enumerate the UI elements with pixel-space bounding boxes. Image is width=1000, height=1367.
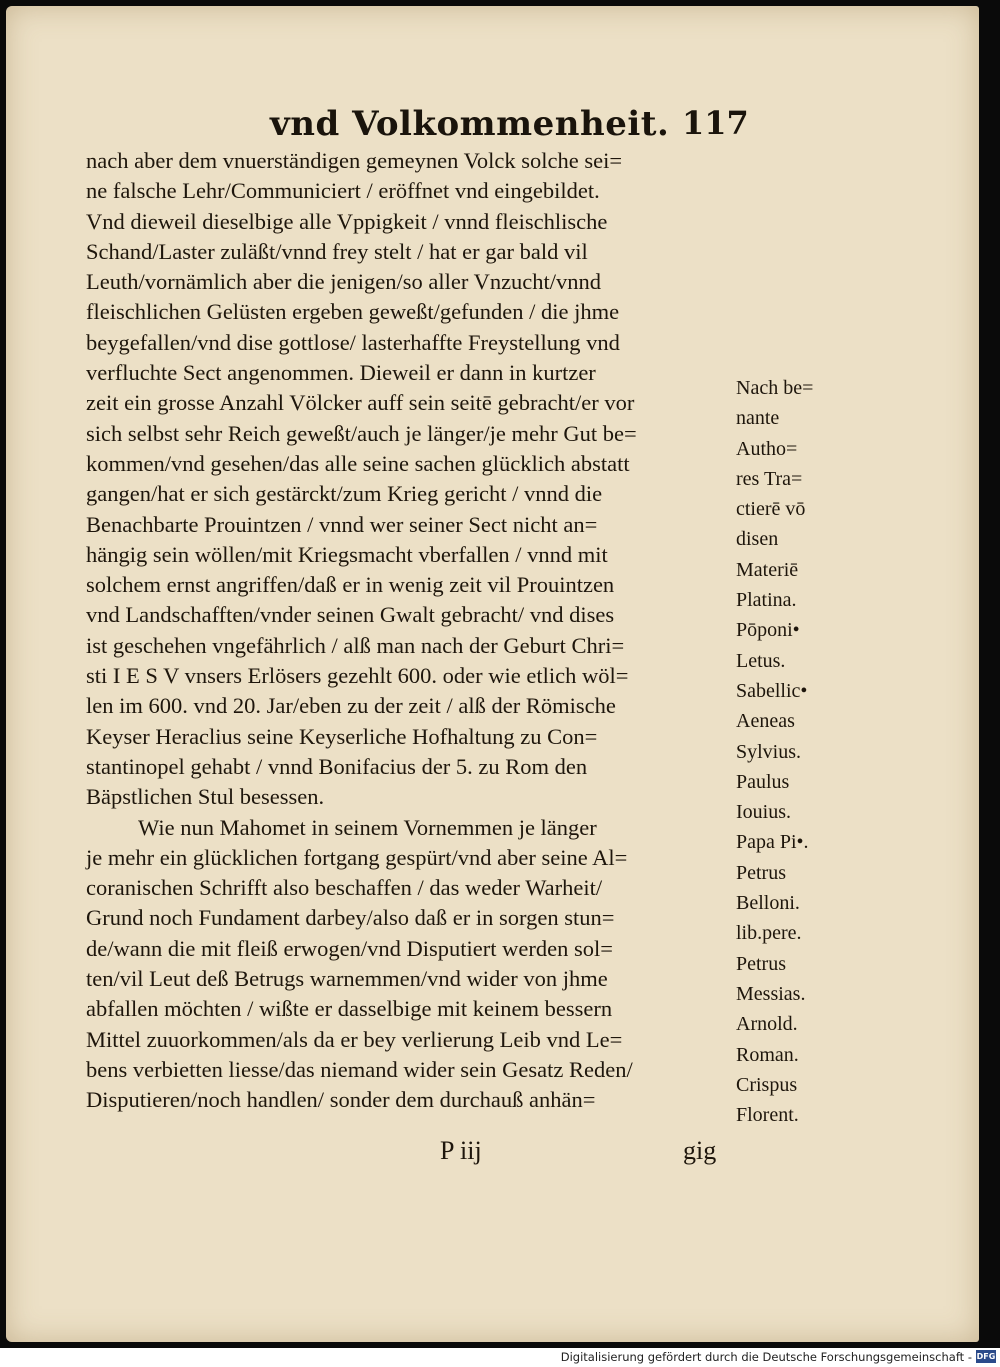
text-line: len im 600. vnd 20. Jar/eben zu der zeit / alß der Römische — [86, 693, 616, 719]
text-line: gangen/hat er sich gestärckt/zum Krieg gericht / vnnd die — [86, 481, 603, 507]
margin-note: Roman. — [736, 1043, 799, 1066]
footer-credit: Digitalisierung gefördert durch die Deutsche Forschungsgemeinschaft - — [560, 1350, 972, 1364]
text-line: Grund noch Fundament darbey/also daß er in sorgen stun= — [86, 905, 615, 931]
text-line: de/wann die mit fleiß erwogen/vnd Disputiert werden sol= — [86, 935, 613, 961]
text-line: Bäpstlichen Stul besessen. — [86, 784, 325, 810]
margin-note: nante — [736, 407, 780, 430]
running-title: vnd Volkommenheit. — [270, 104, 670, 144]
text-line: vnd Landschafften/vnder seinen Gwalt gebracht/ vnd dises — [86, 602, 615, 628]
text-line: abfallen möchten / wißte er dasselbige mit keinem bessern — [86, 996, 613, 1022]
margin-note: Aeneas — [736, 710, 795, 733]
signature-mark: P iij — [440, 1136, 482, 1165]
margin-note: Messias. — [736, 982, 806, 1005]
text-line: Disputieren/noch handlen/ sonder dem durchauß anhän= — [86, 1087, 596, 1113]
text-line: stantinopel gehabt / vnnd Bonifacius der 5. zu Rom den — [86, 753, 588, 779]
text-line: Keyser Heraclius seine Keyserliche Hofhaltung zu Con= — [86, 723, 598, 749]
text-line: Benachbarte Prouintzen / vnnd wer seiner Sect nicht an= — [86, 511, 598, 537]
margin-note: Florent. — [736, 1104, 799, 1127]
margin-note: Platina. — [736, 589, 797, 612]
margin-note: Sabellic• — [736, 679, 808, 702]
paragraph-start-line: Wie nun Mahomet in seinem Vornemmen je länger — [138, 814, 597, 840]
margin-note: Nach be= — [736, 377, 814, 399]
margin-note: Autho= — [736, 437, 798, 460]
text-line: bens verbietten liesse/das niemand wider sein Gesatz Reden/ — [86, 1056, 633, 1082]
margin-note: Materiē — [736, 558, 799, 581]
text-line: ten/vil Leut deß Betrugs warnemmen/vnd wider von jhme — [86, 966, 608, 992]
margin-note: Letus. — [736, 649, 786, 672]
text-line: coranischen Schrifft also beschaffen / das weder Warheit/ — [86, 875, 603, 901]
margin-note: Paulus — [736, 770, 790, 793]
text-line: je mehr ein glücklichen fortgang gespürt/vnd aber seine Al= — [86, 844, 628, 870]
text-line: solchem ernst angriffen/daß er in wenig zeit vil Prouintzen — [86, 572, 615, 598]
margin-note: res Tra= — [736, 467, 803, 490]
margin-note: Iouius. — [736, 801, 791, 824]
margin-note: Arnold. — [736, 1013, 798, 1036]
text-line: Schand/Laster zuläßt/vnnd frey stelt / hat er gar bald vil — [86, 238, 588, 264]
text-line: ne falsche Lehr/Communiciert / eröffnet vnd eingebildet. — [86, 178, 600, 204]
margin-note: Petrus — [736, 861, 786, 884]
text-line: sich selbst sehr Reich geweßt/auch je länger/je mehr Gut be= — [86, 420, 637, 446]
text-line: Mittel zuuorkommen/als da er bey verlierung Leib vnd Le= — [86, 1026, 623, 1052]
text-line: Vnd dieweil dieselbige alle Vppigkeit / vnnd fleischlische — [86, 208, 608, 234]
text-line: Leuth/vornämlich aber die jenigen/so aller Vnzucht/vnnd — [86, 269, 602, 295]
page-number: 117 — [682, 104, 749, 142]
margin-note: disen — [736, 528, 779, 551]
margin-note: Papa Pi•. — [736, 831, 809, 854]
page-header — [265, 100, 765, 146]
margin-note: Belloni. — [736, 892, 800, 915]
margin-note: Sylvius. — [736, 740, 802, 763]
margin-notes — [736, 373, 856, 1130]
margin-note: Petrus — [736, 952, 786, 975]
text-line: hängig sein wöllen/mit Kriegsmacht vberfallen / vnnd mit — [86, 541, 608, 567]
margin-note: lib.pere. — [736, 922, 802, 945]
margin-note: Pōponi• — [736, 619, 800, 642]
catchword: gig — [683, 1136, 717, 1165]
text-line: sti I E S V vnsers Erlösers gezehlt 600. oder wie etlich wöl= — [86, 663, 629, 689]
body-text — [86, 146, 746, 1116]
margin-note: ctierē vō — [736, 498, 806, 521]
text-line: beygefallen/vnd dise gottlose/ lasterhaffte Freystellung vnd — [86, 329, 620, 355]
text-line: kommen/vnd gesehen/das alle seine sachen glücklich abstatt — [86, 450, 630, 476]
text-line: verfluchte Sect angenommen. Dieweil er dann in kurtzer — [86, 360, 596, 386]
text-line: nach aber dem vnuerständigen gemeynen Volck solche sei= — [86, 148, 623, 173]
text-line: zeit ein grosse Anzahl Völcker auff sein seitē gebracht/er vor — [86, 390, 635, 416]
dfg-logo-icon: DFG — [976, 1352, 996, 1361]
margin-note: Crispus — [736, 1073, 798, 1096]
text-line: fleischlichen Gelüsten ergeben geweßt/gefunden / die jhme — [86, 299, 620, 325]
text-line: ist geschehen vngefährlich / alß man nach der Geburt Chri= — [86, 632, 625, 658]
